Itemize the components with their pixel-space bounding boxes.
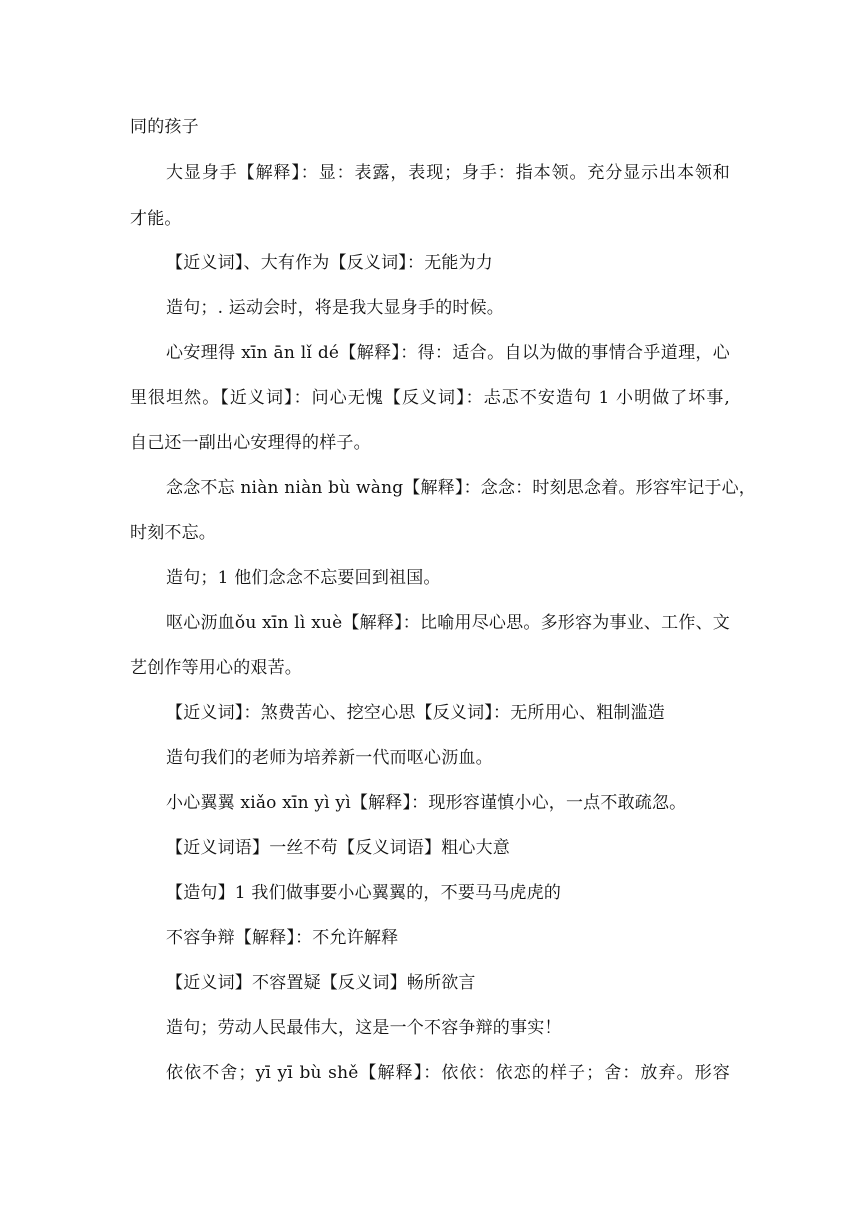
text-line: 造句；. 运动会时，将是我大显身手的时候。 (166, 298, 505, 318)
text-line: 自己还一副出心安理得的样子。 (130, 433, 371, 453)
text-line: 【近义词】不容置疑【反义词】畅所欲言 (166, 973, 476, 993)
text-line: 依依不舍；yī yī bù shě【解释】：依依：依恋的样子；舍：放弃。形容 (166, 1063, 730, 1083)
text-line: 造句我们的老师为培养新一代而呕心沥血。 (166, 748, 493, 768)
text-line: 小心翼翼 xiǎo xīn yì yì【解释】：现形容谨慎小心，一点不敢疏忽。 (166, 793, 687, 813)
text-line: 时刻不忘。 (130, 523, 216, 543)
text-line: 造句；劳动人民最伟大，这是一个不容争辩的事实！ (166, 1018, 562, 1038)
text-line: 念念不忘 niàn niàn bù wàng【解释】：念念：时刻思念着。形容牢记于心， (166, 478, 757, 498)
text-line: 大显身手【解释】：显：表露，表现；身手：指本领。充分显示出本领和 (166, 163, 730, 183)
text-line: 【近义词语】一丝不苟【反义词语】粗心大意 (166, 838, 510, 858)
text-line: 才能。 (130, 209, 182, 229)
text-line: 艺创作等用心的艰苦。 (130, 658, 302, 678)
text-line: 呕心沥血ǒu xīn lì xuè【解释】：比喻用尽心思。多形容为事业、工作、文 (166, 613, 730, 633)
text-line: 【造句】1 我们做事要小心翼翼的，不要马马虎虎的 (166, 883, 562, 903)
text-line: 里很坦然。【近义词】：问心无愧【反义词】：忐忑不安造句 1 小明做了坏事, (130, 388, 730, 408)
text-line: 造句；1 他们念念不忘要回到祖国。 (166, 568, 441, 588)
text-line: 【近义词】：煞费苦心、挖空心思【反义词】：无所用心、粗制滥造 (166, 703, 665, 723)
text-line: 心安理得 xīn ān lǐ dé【解释】：得：适合。自以为做的事情合乎道理，心 (166, 343, 730, 363)
text-line: 不容争辩【解释】：不允许解释 (166, 928, 399, 948)
text-line: 同的孩子 (130, 117, 199, 137)
text-line: 【近义词】、大有作为【反义词】：无能为力 (166, 253, 493, 273)
